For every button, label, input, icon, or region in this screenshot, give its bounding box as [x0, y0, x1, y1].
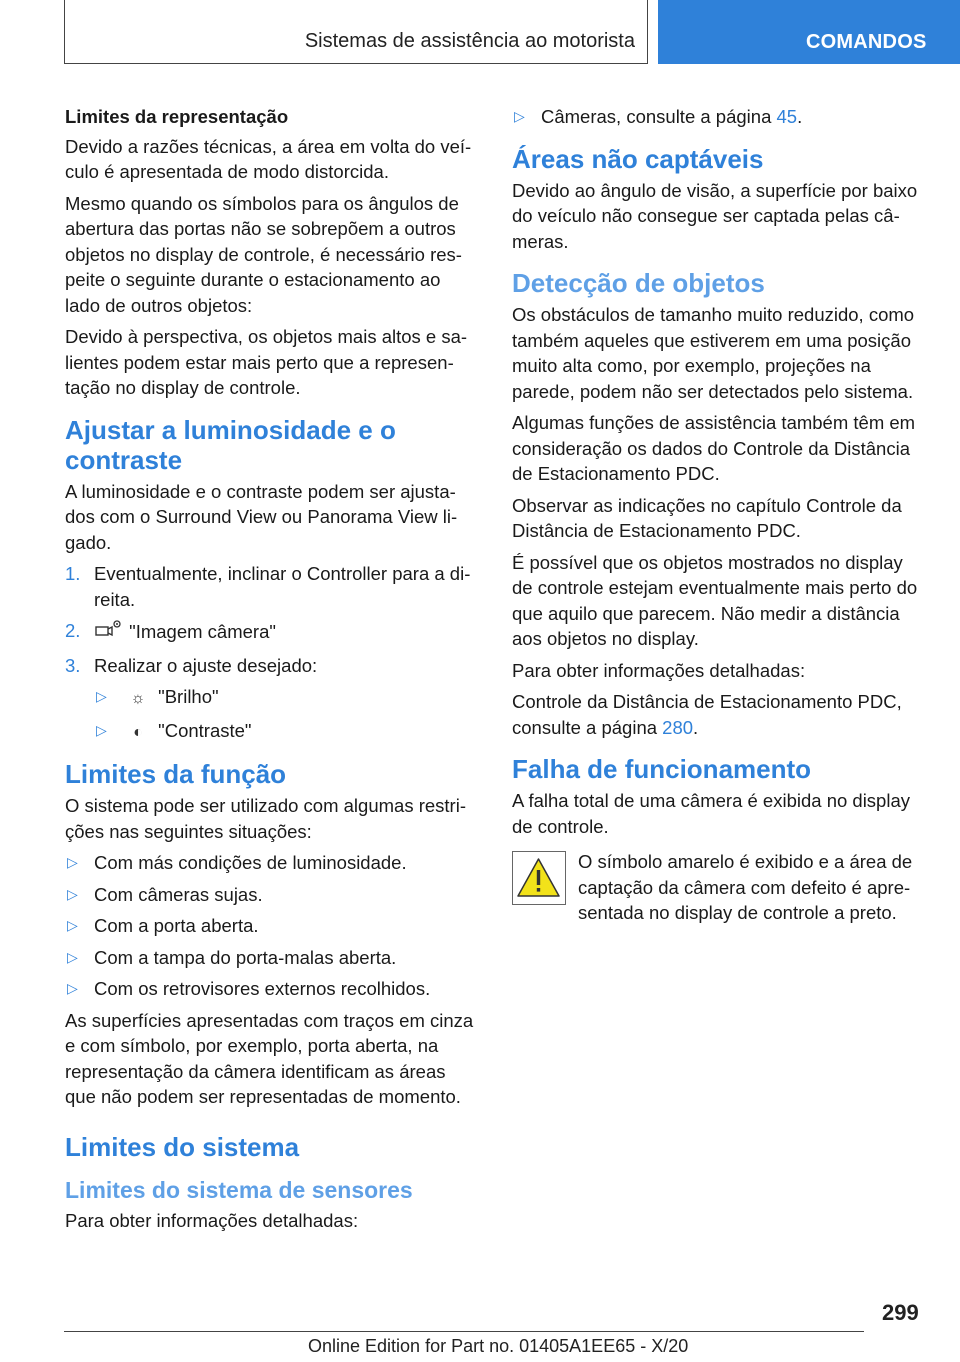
paragraph: Algumas funções de assistência também têm em consideração os dados do Controle da Distância de Estacionamento PDC.: [512, 412, 916, 484]
footer-edition: Online Edition for Part no. 01405A1EE65 - X/20: [308, 1336, 689, 1356]
list-item: ▷ Câmeras, consulte a página 45.: [512, 104, 927, 130]
heading-system-limits: Limites do sistema: [65, 1131, 300, 1162]
paragraph: O sistema pode ser utilizado com algumas restrições nas seguintes situações:: [65, 795, 466, 842]
paragraph: Mesmo quando os símbolos para os ângulos de abertura das portas não se sobrepõem a outros objetos no display de controle, é necessário respeite o seguinte durante o estacionamento ao lado de outros objetos:: [65, 192, 462, 316]
triangle-bullet-icon: ▷: [96, 688, 107, 704]
list-item-text: Com câmeras sujas.: [94, 883, 263, 905]
heading-sensor-limits: Limites do sistema de sensores: [65, 1176, 413, 1203]
paragraph: A luminosidade e o contraste podem ser ajustados com o Surround View ou Panorama View ligado.: [65, 480, 458, 553]
warning-text: O símbolo amarelo é exibido e a área de captação da câmera com defeito é apresentada no display de controle a preto.: [578, 851, 913, 923]
substep-item: [94, 684, 477, 712]
triangle-bullet-icon: ▷: [67, 917, 78, 933]
page-link-280[interactable]: 280: [662, 716, 694, 738]
paragraph: Devido à perspectiva, os objetos mais altos e salientes podem estar mais perto que a representação no display de controle.: [65, 326, 468, 398]
warning-note: [512, 849, 927, 926]
header-box: [64, 0, 648, 64]
list-item-text: Com a porta aberta.: [94, 915, 259, 936]
paragraph: Observar as indicações no capítulo Controle da Distância de Estacionamento PDC.: [512, 494, 902, 541]
list-item: [65, 850, 477, 876]
list-item: [65, 976, 477, 1002]
sub-heading-representation: Limites da representação: [65, 106, 289, 127]
step-number: 2.: [65, 620, 81, 641]
triangle-bullet-icon: ▷: [67, 948, 78, 965]
paragraph: Para obter informações detalhadas:: [512, 659, 806, 681]
step-text: Eventualmente, inclinar o Controller para a direita.: [94, 563, 471, 610]
brightness-icon: ☼: [130, 690, 146, 707]
triangle-bullet-icon: ▷: [67, 885, 78, 902]
triangle-bullet-icon: ▷: [96, 721, 107, 738]
limits-list: [65, 850, 477, 1002]
heading-object-detection: Detecção de objetos: [512, 268, 765, 298]
substeps-list: [94, 684, 477, 745]
list-item: [65, 882, 477, 908]
list-item-text: Com os retrovisores externos recolhidos.: [94, 978, 431, 999]
substep-item: [94, 718, 477, 746]
camera-settings-icon: [94, 618, 124, 647]
right-column: [512, 104, 927, 932]
step-item: [65, 653, 477, 746]
substep-text: "Brilho": [158, 686, 219, 707]
step-text: Realizar o ajuste desejado:: [94, 654, 318, 676]
list-item-text: Com a tampa do porta-malas aberta.: [94, 946, 397, 968]
list-item-text: Câmeras, consulte a página: [541, 106, 777, 127]
step-number: 1.: [65, 563, 81, 584]
paragraph: Controle da Distância de Estacionamento PDC, consulte a página 280.: [512, 691, 902, 738]
paragraph: A falha total de uma câmera é exibida no display de controle.: [512, 790, 910, 837]
step-item: [65, 561, 477, 612]
paragraph-text: Controle da Distância de Estacionamento PDC, consulte a página: [512, 691, 902, 738]
step-number: 3.: [65, 654, 81, 676]
substep-text: "Contraste": [158, 719, 252, 741]
list-item: [65, 913, 477, 939]
paragraph: É possível que os objetos mostrados no display de controle estejam eventualmente mais perto do que aquilo que parecem. Não medir a distância aos objetos no display.: [512, 551, 918, 649]
paragraph: As superfícies apresentadas com traços em cinza e com símbolo, por exemplo, porta aberta, na representação da câmera identificam as áreas que não podem ser representadas de momento.: [65, 1009, 474, 1107]
heading-brightness-contrast: Ajustar a luminosidade e o contraste: [65, 414, 396, 475]
list-item: [65, 945, 477, 971]
warning-icon: [512, 851, 566, 905]
step-item: [65, 618, 477, 647]
paragraph: Devido a razões técnicas, a área em volta do veículo é apresentada de modo distorcida.: [65, 135, 472, 182]
paragraph: Para obter informações detalhadas:: [65, 1209, 359, 1231]
tab-comandos[interactable]: [658, 0, 960, 64]
triangle-bullet-icon: ▷: [67, 854, 78, 870]
page-number: 299: [882, 1300, 919, 1325]
footer-divider: [64, 1331, 864, 1332]
paragraph: Os obstáculos de tamanho muito reduzido, como também aqueles que estiverem em uma posição muito alta como, por exemplo, projeções na parede, podem não ser detectados pelo sistema.: [512, 304, 915, 402]
steps-list: [65, 561, 477, 745]
heading-malfunction: Falha de funcionamento: [512, 754, 812, 784]
triangle-bullet-icon: ▷: [514, 108, 525, 124]
list-item-text: Com más condições de luminosidade.: [94, 852, 407, 873]
triangle-bullet-icon: ▷: [67, 980, 78, 996]
heading-function-limits: Limites da função: [65, 759, 287, 789]
page-link-45[interactable]: 45: [776, 106, 798, 127]
heading-non-capturable-areas: Áreas não captáveis: [512, 143, 764, 174]
contrast-icon: ◐: [133, 723, 143, 741]
cameras-list: [512, 104, 927, 130]
step-text: "Imagem câmera": [129, 621, 276, 642]
left-column: [65, 104, 477, 1239]
paragraph: Devido ao ângulo de visão, a superfície por baixo do veículo não consegue ser captada pelas câmeras.: [512, 179, 918, 252]
section-title: Sistemas de assistência ao motorista: [304, 30, 635, 52]
tab-label: COMANDOS: [806, 31, 927, 53]
